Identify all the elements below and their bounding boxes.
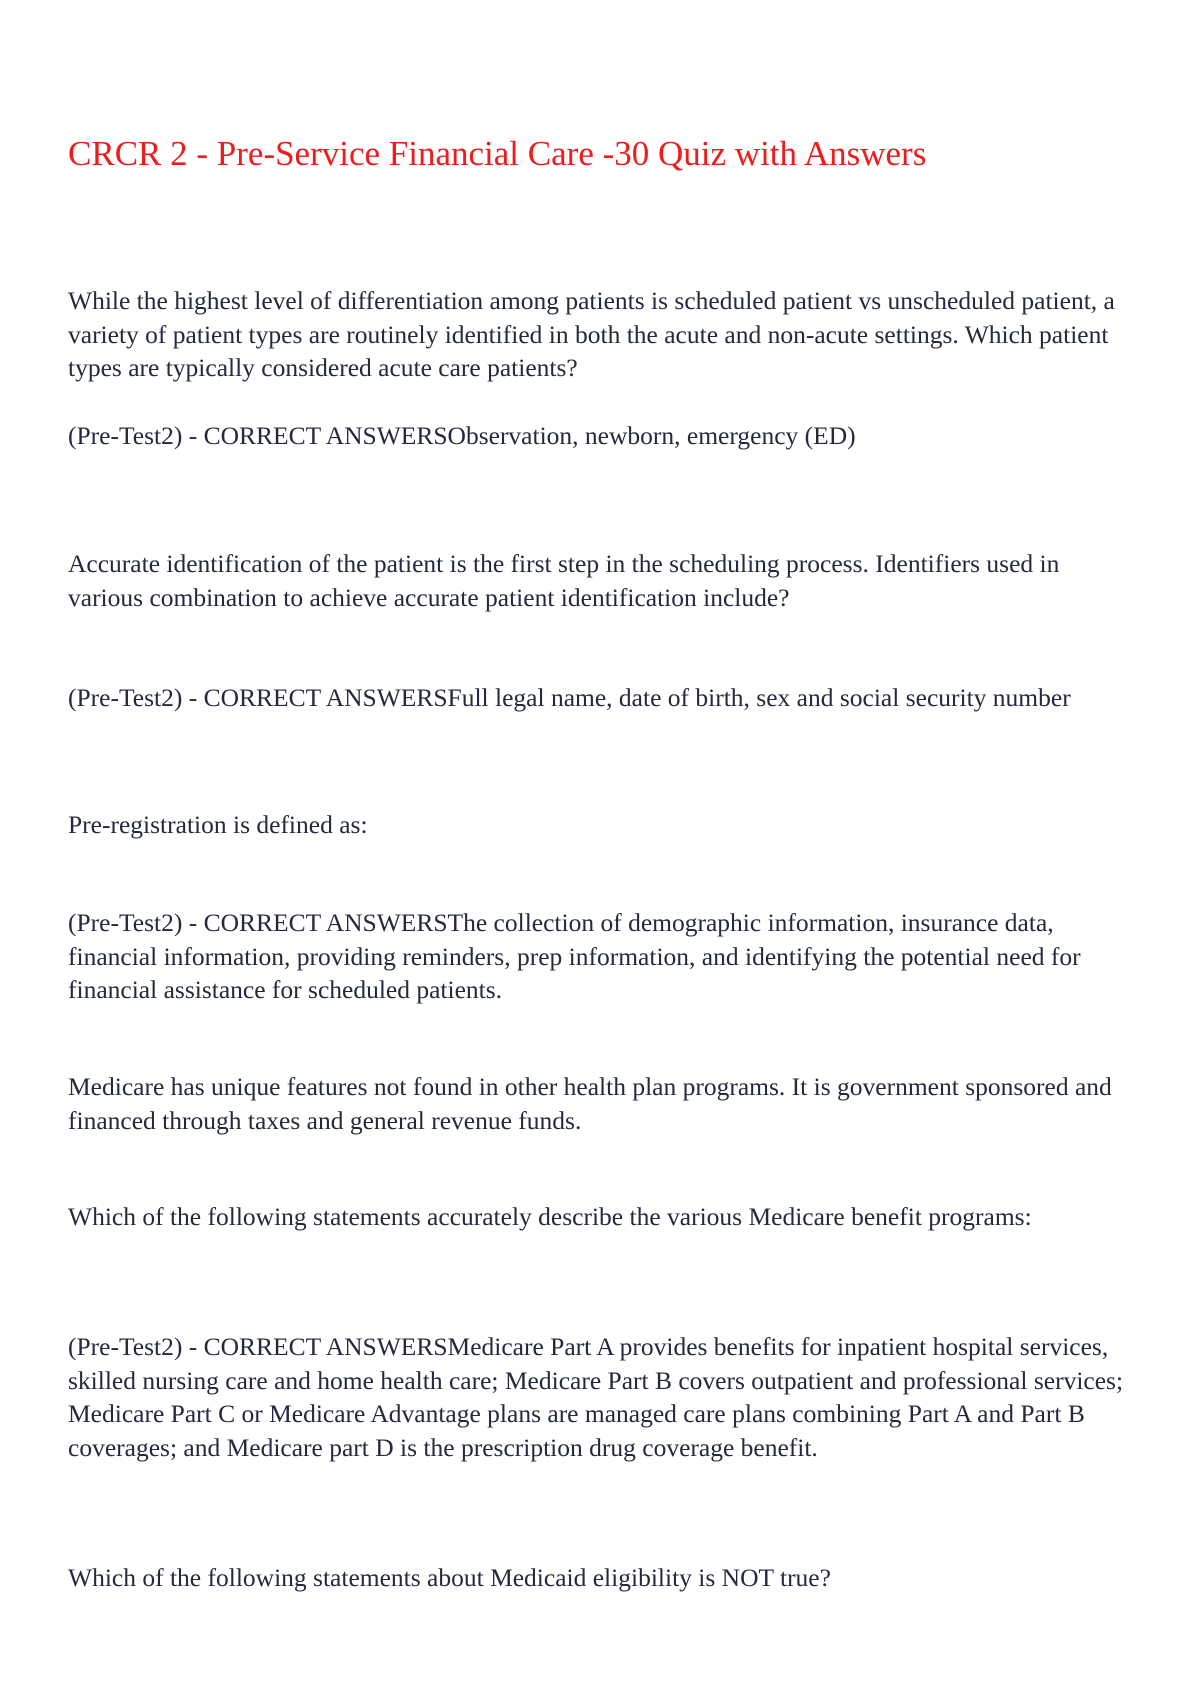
question-pre-registration: Pre-registration is defined as: xyxy=(68,810,368,839)
question-medicaid-eligibility: Which of the following statements about Medicaid eligibility is NOT true? xyxy=(68,1563,831,1592)
answer-acute-care-patient-types: (Pre-Test2) - CORRECT ANSWERSObservation, newborn, emergency (ED) xyxy=(68,421,856,450)
question-patient-identifiers: Accurate identification of the patient is the first step in the scheduling process. Identifiers used in various combination to achieve accurate patient identification include? xyxy=(68,549,1060,612)
document-title: CRCR 2 - Pre-Service Financial Care -30 Quiz with Answers xyxy=(68,134,927,173)
answer-pre-registration: (Pre-Test2) - CORRECT ANSWERSThe collection of demographic information, insurance data, financial information, providing reminders, prep information, and identifying the potential need for financial assistance for scheduled patients. xyxy=(68,908,1081,1005)
question-acute-care-patient-types: While the highest level of differentiation among patients is scheduled patient vs unscheduled patient, a variety of patient types are routinely identified in both the acute and non-acute settings. Which patient types are typically considered acute care patients? xyxy=(68,286,1115,383)
statement-medicare-features: Medicare has unique features not found in other health plan programs. It is government sponsored and financed through taxes and general revenue funds. xyxy=(68,1072,1112,1135)
question-medicare-benefit-programs: Which of the following statements accurately describe the various Medicare benefit programs: xyxy=(68,1202,1032,1231)
answer-medicare-benefit-programs: (Pre-Test2) - CORRECT ANSWERSMedicare Part A provides benefits for inpatient hospital services, skilled nursing care and home health care; Medicare Part B covers outpatient and professional services; Medicare Part C or Medicare Advantage plans are managed care plans combining Part A and Part B coverages; and Medicare part D is the prescription drug coverage benefit. xyxy=(68,1332,1124,1462)
answer-patient-identifiers: (Pre-Test2) - CORRECT ANSWERSFull legal name, date of birth, sex and social security number xyxy=(68,683,1071,712)
